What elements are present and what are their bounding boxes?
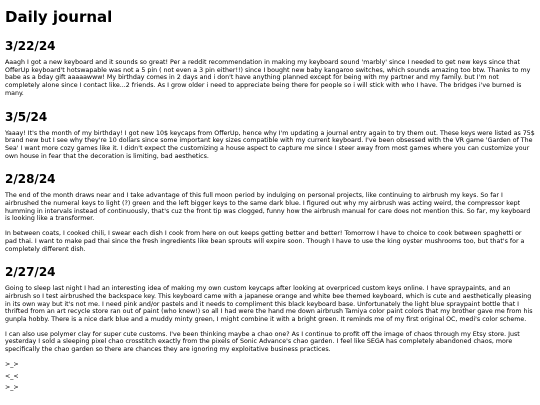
entry-paragraph: In between coats, I cooked chili, I swear each dish I cook from here on out keeps getting better and better! Tomorrow I have to choice to cook between spaghetti or pad thai. I want to make pad thai since the fresh ingredients like bean sprouts will expire soon. Though I have to use the king oyster mushrooms too, but that's for a completely different dish. <box>5 230 525 253</box>
entry-paragraph: Aaagh I got a new keyboard and it sounds so great! Per a reddit recommendation in making my keyboard sound 'marbly' since I needed to get new keys since that OfferUp keyboard't hotswapable was not a 5 pin ( not even a 3 pin either!!) since I bought new baby kangaroo switches, which sounds amazing too btw. Thanks to my babe as a bday gift aaaaawww! My birthday comes in 2 days and i don't have anything planned except for being with my partner and my family. but I'm not completely alone since I contact like...2 friends. As I grow older i need to appreciate being there for people so i will stick with who I have. The bridges i've burned is many. <box>5 59 531 97</box>
ascii-face: >_> <box>5 360 19 368</box>
entry-date: 2/28/24 <box>5 172 56 187</box>
page-title: Daily journal <box>5 8 113 26</box>
journal-entry <box>5 109 535 161</box>
journal-entry <box>5 38 535 98</box>
ascii-face: >_> <box>5 384 19 392</box>
entry-paragraph: The end of the month draws near and I take advantage of this full moon period by indulging on personal projects, like continuing to airbrush my keys. So far I airbrushed the numeral keys to light (?) green and the left bigger keys to the same dark blue. I figured out why my airbrush was acting weird, the compressor kept humming in intervals instead of continuously, that's cuz the front tip was clogged, funny how the airbrush manual for care does not mention this. So far, my keyboard is looking like a transformer. <box>5 192 531 223</box>
ascii-face: <_< <box>5 372 19 380</box>
journal-entry <box>5 264 535 392</box>
journal-entry <box>5 171 535 253</box>
entry-paragraph: Yaaay! It's the month of my birthday! I got new 10$ keycaps from OfferUp, hence why I'm updating a journal entry again to try them out. These keys were listed as 75$ brand new but I see why they're 10 dollars since some important key sizes compatible with my current keyboard. I've been obsessed with the VR game 'Garden of The Sea' I want more cozy games like it. I didn't expect the customizing a house aspect to capture me since I steer away from most games where you can customize your own house in fear that the decoration is limiting, bad aesthetics. <box>5 129 535 160</box>
entry-paragraph: Going to sleep last night I had an interesting idea of making my own custom keycaps after looking at overpriced custom keys online. I have spraypaints, and an airbrush so I test airbrushed the backspace key. This keyboard came with a japanese orange and white bee themed keyboard, which is cute and aesthetically pleasing in its own way but it's not me. I need pink and/or pastels and it needs to compliment this black keyboard base. Unfortunately the light blue spraypaint bottle that I thrifted from an art recycle store ran out of paint (who knew!) so all I had were the hand me down airbrush Tamiya color paint colors that my brother gave me from his gunpla hobby. There is a nice dark blue and a muddy minty green, I might combine it with a bright green. It reminds me of my first original OC, medi's color scheme. <box>5 285 533 324</box>
entry-date: 3/22/24 <box>5 39 56 53</box>
entry-paragraph: I can also use polymer clay for super cute customs. I've been thinking maybe a chao one? As I continue to profit off the image of chaos through my Etsy store. Just yesterday I sold a sleeping pixel chao crosstitch exactly from the pixels of Sonic Advance's chao garden. I feel like SEGA has completely abandoned chaos, more specifically the chao garden so there are chances they are ignoring my exploitative business practices. <box>5 330 520 354</box>
entry-date: 2/27/24 <box>5 265 56 280</box>
entry-date: 3/5/24 <box>5 109 48 124</box>
